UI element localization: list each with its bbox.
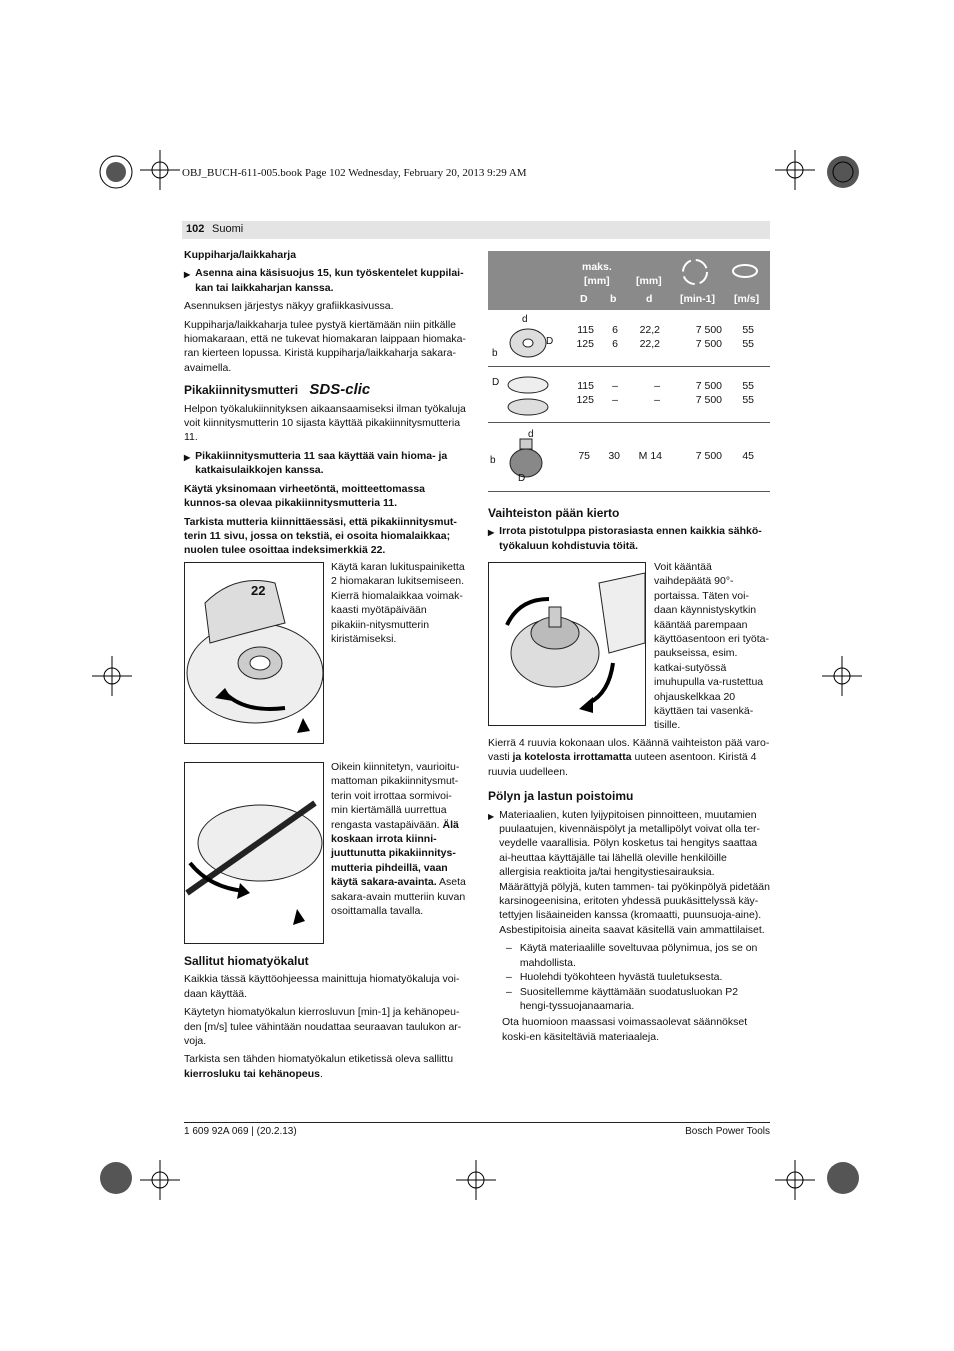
crosshair-mark [775, 1160, 815, 1200]
cell-speed: 7 500 7 500 [695, 324, 722, 351]
print-header-line: OBJ_BUCH-611-005.book Page 102 Wednesday, February 20, 2013 9:29 AM [182, 167, 527, 179]
wrench-illustration [185, 763, 323, 943]
table-row [488, 367, 770, 423]
th-mm2: [mm] [636, 275, 662, 287]
label-D: D [546, 336, 554, 347]
dust-paragraph-3: Ota huomioon maassasi voimassaolevat säännökset koski-en käsiteltäviä materiaaleja. [502, 1016, 748, 1043]
cell-b: 6 6 [612, 324, 618, 351]
peripheral-speed-icon [730, 261, 760, 281]
dust-warning-text: Materiaalien, kuten lyijypitoisen pinnoitteen, muutamien puulaatujen, kivennäispölyt ja metallipölyt voivat olla ter-veydelle vaarallisia. Pölyn kosketus tai hengitys saattaa ai-heuttaa käyttäjälle tai lähellä oleville henkilöille allergisia reaktioita ja/tai hengitystiesairauksia. [499, 808, 761, 879]
th-maks: maks. [582, 261, 612, 273]
cell-d: M 14 [638, 450, 662, 462]
allowed-tools-section [184, 954, 466, 1085]
sds-title-text: Pikakiinnitysmutteri [184, 383, 299, 398]
cell-velocity: 55 55 [742, 380, 754, 407]
fig2-caption-bold: Älä koskaan irrota kiinni-juuttunutta pikakiinnitys-mutteria pihdeillä, vaan käytä sakara-avainta. [331, 818, 459, 889]
sds-clic-logo: SDS-clic [309, 381, 371, 399]
footer-brand: Bosch Power Tools [685, 1126, 770, 1137]
crosshair-mark [775, 150, 815, 190]
cell-b: – – [612, 380, 618, 407]
cell-velocity: 45 [742, 450, 754, 462]
label-b: b [490, 455, 496, 466]
page-number: 102 [186, 223, 205, 235]
fig2-caption-text1: Oikein kiinnitetyn, vaurioitu-mattoman pikakiinnitysmut-terin voit irrottaa sormivoi-min kiertämällä uurrettua rengasta vastapäivään. [331, 761, 460, 831]
label-d: d [522, 314, 528, 325]
th-min: [min-1] [680, 293, 715, 305]
sds-warning [184, 449, 466, 478]
dust-list-item: – Käytä materiaalille soveltuvaa pölynimua, jos se on mahdollista. [488, 941, 770, 970]
dust-item-2: Huolehdi työkohteen hyvästä tuuletuksesta. [519, 971, 723, 984]
th-ms: [m/s] [734, 293, 760, 305]
th-d: d [646, 293, 653, 305]
dust-item-3: Suositellemme käyttämään suodatusluokan P2 hengi-tyssuojanaamaria. [519, 985, 739, 1012]
dust-title: Pölyn ja lastun poistoimu [488, 789, 634, 804]
table-row [488, 311, 770, 367]
sds-bold-1: Käytä yksinomaan virheetöntä, moitteettomassa kunnos-sa olevaa pikakiinnitysmutteria 11. [184, 482, 425, 510]
gear-fig-caption: Voit kääntää vaihdepäätä 90°-portaissa. Täten voi-daan käynnistyskytkin kääntää parempaan käyttöasentoon eri työta-paukseissa, esim. katkai-sutyössä imuhupulla va-rustettua ohjauskelkkaa 20 käyttäen tai vasenkä-tisille. [654, 561, 769, 732]
crosshair-mark [140, 1160, 180, 1200]
allowed-p3-bold: kierrosluku tai kehänopeus [184, 1067, 320, 1080]
label-D: D [492, 377, 500, 388]
cell-b: 30 [608, 450, 620, 462]
sds-paragraph-1: Helpon työkalukiinnityksen aikaansaamiseksi ilman työkaluja voit kiinnitysmutterin 10 sijasta käyttää pikakiinnitysmutteria 11. [184, 402, 466, 444]
figure-gear-head [488, 562, 646, 726]
dust-item-1: Käytä materiaalille soveltuvaa pölynimua, jos se on mahdollista. [519, 942, 758, 969]
sds-bold-2: Tarkista mutteria kiinnittäessäsi, että pikakiinnitysmut-terin 11 sivu, jossa on tekstiä, ei osoita hiomalaikkaa; nuolen tulee osoittaa indeksimerkkiä 22. [184, 515, 457, 557]
allowed-paragraph-1: Kaikkia tässä käyttöohjeessa mainittuja hiomatyökaluja voi-daan käyttää. [184, 973, 460, 1000]
gear-p1-text: Kierrä 4 ruuvia kokonaan ulos. Käännä vaihteiston pää varo-vasti [488, 737, 770, 764]
crosshair-mark [822, 656, 862, 696]
sds-title [184, 383, 466, 397]
bullet-arrow-icon: ▶ [488, 811, 495, 821]
cell-D: 115 125 [576, 324, 594, 351]
dust-warning-body [499, 808, 770, 942]
gear-head-title: Vaihteiston pään kierto [488, 506, 620, 520]
label-D: D [518, 473, 526, 484]
dust-section [488, 736, 770, 1048]
cup-warning-text: Asenna aina käsisuojus 15, kun työskentelet kuppilai-kan tai laikkaharjan kanssa. [195, 267, 464, 294]
label-d: d [528, 429, 534, 440]
registration-mark [96, 152, 136, 192]
gear-p1-text2: uuteen asentoon. Kiristä 4 ruuvia uudelleen. [488, 751, 757, 778]
cell-speed: 7 500 7 500 [695, 380, 722, 407]
fig1-caption: Käytä karan lukituspainiketta 2 hiomakaran lukitsemiseen. Kierrä hiomalaikkaa voimak-kaasti myötäpäivään pikakiin-nitysmutterin kiristämiseksi. [331, 561, 465, 646]
dust-warning [488, 808, 770, 942]
bullet-arrow-icon: ▶ [184, 452, 191, 462]
cup-brush-title: Kuppiharja/laikkaharja [184, 249, 297, 261]
allowed-paragraph-2: Käytetyn hiomatyökalun kierrosluvun [min-1] ja kehänopeu-den [m/s] tulee vähintään noudattaa seuraavan taulukon ar-voja. [184, 1006, 462, 1048]
footer-rule [184, 1122, 770, 1123]
section-name: Suomi [212, 223, 244, 235]
index-mark-label: 22 [251, 583, 266, 598]
cell-D: 115 125 [576, 380, 594, 407]
th-D: D [580, 293, 588, 305]
left-column [184, 248, 466, 562]
crosshair-mark [140, 150, 180, 190]
th-mm1: [mm] [584, 275, 610, 287]
cell-d: – – [654, 380, 660, 407]
tools-table-header [488, 251, 770, 310]
dust-list-item: – Suositellemme käyttämään suodatusluokan P2 hengi-tyssuojanaamaria. [488, 985, 770, 1014]
cutting-disc-icon [502, 373, 552, 417]
figure-nut-tightening [184, 562, 324, 744]
cup-warning [184, 266, 466, 295]
registration-mark [823, 152, 863, 192]
gear-paragraph [488, 736, 770, 779]
bullet-arrow-icon: ▶ [184, 270, 191, 280]
dust-list-item: – Huolehdi työkohteen hyvästä tuuletuksesta. [506, 971, 723, 984]
registration-mark [96, 1158, 136, 1198]
label-b: b [492, 348, 498, 359]
figure-nut-removal [184, 762, 324, 944]
cell-velocity: 55 55 [742, 324, 754, 351]
gear-head-section [488, 506, 770, 553]
th-b: b [610, 293, 617, 305]
cell-D: 75 [578, 450, 590, 462]
allowed-p3-text: Tarkista sen tähden hiomatyökalun etiketissä oleva sallittu [184, 1053, 454, 1066]
allowed-tools-title: Sallitut hiomatyökalut [184, 954, 309, 968]
sds-warning-text: Pikakiinnitysmutteria 11 saa käyttää vain hioma- ja katkaisulaikkojen kanssa. [195, 449, 448, 477]
crosshair-mark [92, 656, 132, 696]
fig2-caption-text2: Aseta sakara-avain mutteriin kuvan osoittamalla tavalla. [331, 876, 466, 918]
page-header-bar [182, 221, 770, 239]
registration-mark [823, 1158, 863, 1198]
cell-d: 22,2 22,2 [639, 324, 660, 351]
dust-paragraph-2: Määrättyjä pölyjä, kuten tammen- tai pyökinpölyä pidetään karsinogeenisina, eritoten yhdessä puukäsittelyssä käy-tettyjen lisäaineiden kanssa (kromaatti, puunsuoja-aine). Asbestipitoisia aineita saavat käsitellä vain ammattilaiset. [499, 880, 770, 936]
fig2-caption [331, 760, 467, 918]
gear-warning-text: Irrota pistotulppa pistorasiasta ennen kaikkia sähkö-työkaluun kohdistuvia töitä. [499, 525, 762, 552]
crosshair-mark [456, 1160, 496, 1200]
cup-paragraph-1: Asennuksen järjestys näkyy grafiikkasivussa. [184, 300, 394, 313]
rotation-speed-icon [678, 255, 712, 289]
bullet-arrow-icon: ▶ [488, 528, 495, 538]
gear-head-illustration [489, 563, 645, 725]
table-row [488, 423, 770, 492]
cell-speed: 7 500 [695, 450, 722, 462]
cup-brush-icon [502, 433, 552, 483]
gear-p1-bold: ja kotelosta irrottamatta [512, 751, 632, 764]
gear-warning [488, 524, 770, 553]
footer-doc-number: 1 609 92A 069 | (20.2.13) [184, 1126, 297, 1137]
cup-paragraph-2: Kuppiharja/laikkaharja tulee pystyä kiertämään niin pitkälle hiomakaraan, että ne tukevat hiomakaran laippaan hiomaka-ran kierteen lopussa. Kiristä kuppiharja/laikkaharja sakara-avaimella. [184, 318, 466, 374]
allowed-paragraph-3: Tarkista sen tähden hiomatyökalun etiketissä oleva sallittu kierrosluku tai kehänopeus. [184, 1053, 454, 1080]
